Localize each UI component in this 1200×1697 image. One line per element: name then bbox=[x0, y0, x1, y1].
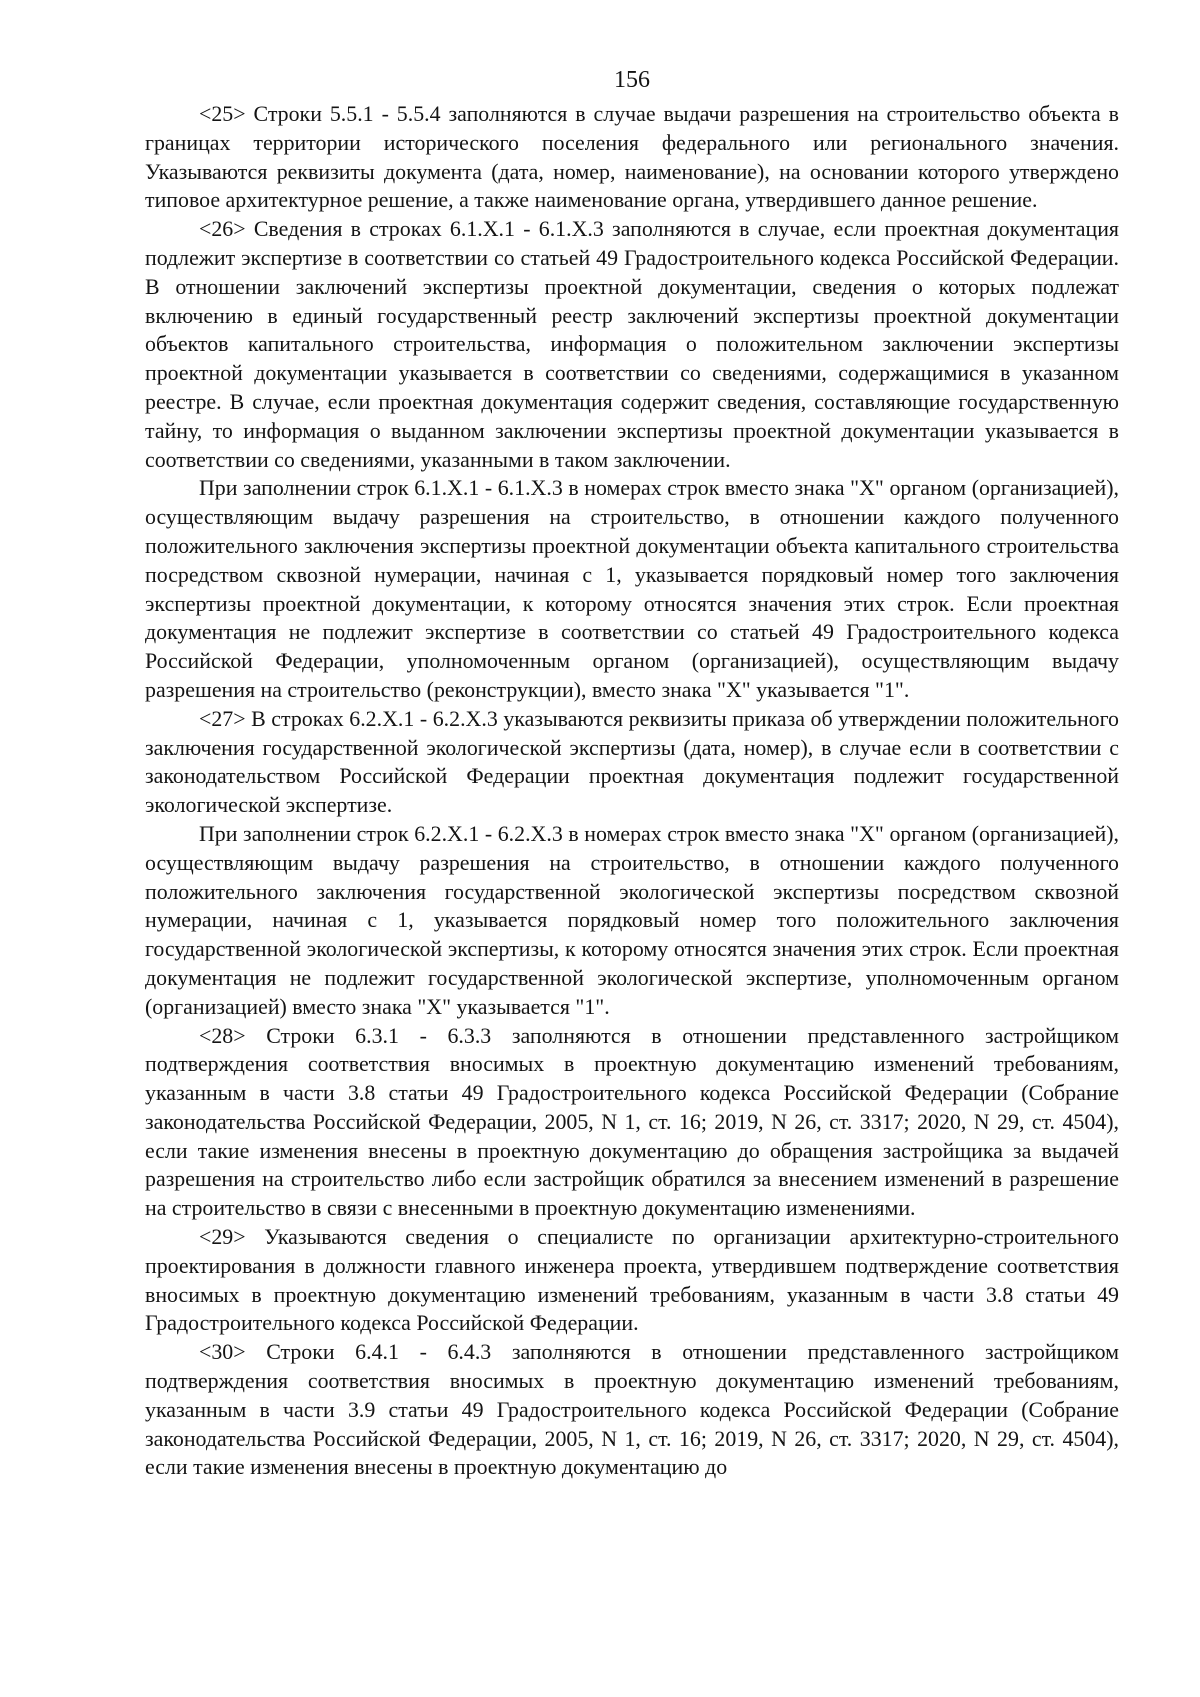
paragraph-note-27-continuation: При заполнении строк 6.2.X.1 - 6.2.X.3 в номерах строк вместо знака "X" органом (организацией), осуществляющим выдачу разрешения на строительство, в отношении каждого полученного положительного заключения государственной экологической экспертизы посредством сквозной нумерации, начиная с 1, указывается порядковый номер того положительного заключения государственной экологической экспертизы, к которому относятся значения этих строк. Если проектная документация не подлежит государственной экологической экспертизе, уполномоченным органом (организацией) вместо знака "X" указывается "1". bbox=[145, 820, 1119, 1019]
paragraph-note-26: <26> Сведения в строках 6.1.X.1 - 6.1.X.3 заполняются в случае, если проектная документация подлежит экспертизе в соответствии со статьей 49 Градостроительного кодекса Российской Федерации. В отношении заключений экспертизы проектной документации, сведения о которых подлежат включению в единый государственный реестр заключений экспертизы проектной документации объектов капитального строительства, информация о положительном заключении экспертизы проектной документации указывается в соответствии со сведениями, содержащимися в указанном реестре. В случае, если проектная документация содержит сведения, составляющие государственную тайну, то информация о выданном заключении экспертизы проектной документации указывается в соответствии со сведениями, указанными в таком заключении. bbox=[145, 216, 1119, 472]
paragraph-note-27: <27> В строках 6.2.X.1 - 6.2.X.3 указываются реквизиты приказа об утверждении положительного заключения государственной экологической экспертизы (дата, номер), в случае если в соответствии с законодательством Российской Федерации проектная документация подлежит государственной экологической экспертизе. bbox=[145, 705, 1119, 818]
page-number: 156 bbox=[614, 67, 650, 93]
paragraph-note-30: <30> Строки 6.4.1 - 6.4.3 заполняются в отношении представленного застройщиком подтверждения соответствия вносимых в проектную документацию изменений требованиям, указанным в части 3.9 статьи 49 Градостроительного кодекса Российской Федерации (Собрание законодательства Российской Федерации, 2005, N 1, ст. 16; 2019, N 26, ст. 3317; 2020, N 29, ст. 4504), если такие изменения внесены в проектную документацию до bbox=[145, 1339, 1119, 1480]
document-page bbox=[145, 66, 1119, 1482]
paragraph-note-29: <29> Указываются сведения о специалисте по организации архитектурно-строительного проектирования в должности главного инженера проекта, утвердившем подтверждение соответствия вносимых в проектную документацию изменений требованиям, указанным в части 3.8 статьи 49 Градостроительного кодекса Российской Федерации. bbox=[145, 1224, 1119, 1336]
paragraph-note-28: <28> Строки 6.3.1 - 6.3.3 заполняются в отношении представленного застройщиком подтверждения соответствия вносимых в проектную документацию изменений требованиям, указанным в части 3.8 статьи 49 Градостроительного кодекса Российской Федерации (Собрание законодательства Российской Федерации, 2005, N 1, ст. 16; 2019, N 26, ст. 3317; 2020, N 29, ст. 4504), если такие изменения внесены в проектную документацию до обращения застройщика за выдачей разрешения на строительство либо если застройщик обратился за внесением изменений в разрешение на строительство в связи с внесенными в проектную документацию изменениями. bbox=[145, 1022, 1119, 1221]
paragraph-note-25: <25> Строки 5.5.1 - 5.5.4 заполняются в случае выдачи разрешения на строительство объекта в границах территории исторического поселения федерального или регионального значения. Указываются реквизиты документа (дата, номер, наименование), на основании которого утверждено типовое архитектурное решение, а также наименование органа, утвердившего данное решение. bbox=[145, 101, 1119, 213]
paragraph-note-26-continuation: При заполнении строк 6.1.X.1 - 6.1.X.3 в номерах строк вместо знака "X" органом (организацией), осуществляющим выдачу разрешения на строительство, в отношении каждого полученного положительного заключения экспертизы проектной документации объекта капитального строительства посредством сквозной нумерации, начиная с 1, указывается порядковый номер того заключения экспертизы проектной документации, к которому относятся значения этих строк. Если проектная документация не подлежит экспертизе в соответствии со статьей 49 Градостроительного кодекса Российской Федерации, уполномоченным органом (организацией), осуществляющим выдачу разрешения на строительство (реконструкции), вместо знака "X" указывается "1". bbox=[145, 475, 1119, 702]
